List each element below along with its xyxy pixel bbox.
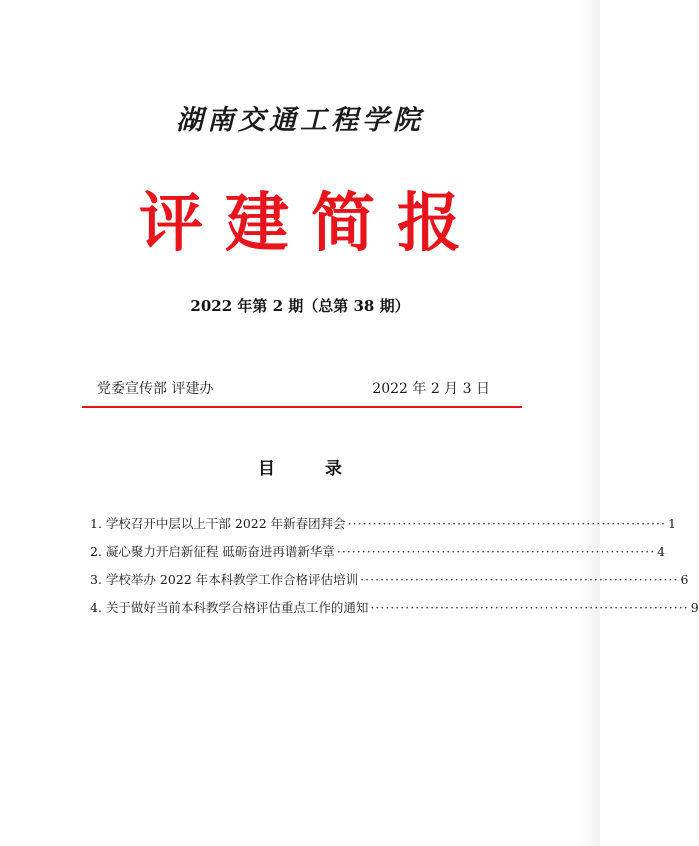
red-divider-rule: [82, 406, 522, 408]
toc-entry[interactable]: [90, 598, 699, 626]
toc-dot-leader: ································································: [360, 572, 679, 587]
toc-entry[interactable]: [90, 570, 689, 598]
toc-entry-title: 3. 学校举办 2022 年本科教学工作合格评估培训: [90, 572, 359, 587]
bulletin-title: 评建简报: [139, 187, 483, 261]
issue-date: 2022 年 2 月 3 日: [372, 381, 490, 397]
table-of-contents: [90, 514, 699, 626]
toc-entry-page: 6: [680, 572, 689, 587]
school-name: 湖南交通工程学院: [176, 105, 424, 136]
issue-number: 2022 年第 2 期（总第 38 期）: [190, 297, 410, 315]
toc-dot-leader: ································································: [347, 516, 666, 531]
toc-entry-page: 1: [667, 516, 676, 531]
toc-entry-title: 4. 关于做好当前本科教学合格评估重点工作的通知: [90, 600, 369, 615]
toc-entry-page: 4: [657, 544, 666, 559]
toc-entry-title: 2. 凝心聚力开启新征程 砥砺奋进再谱新华章: [90, 544, 335, 559]
toc-entry[interactable]: [90, 542, 666, 570]
toc-dot-leader: ································································: [370, 600, 689, 615]
issuing-departments: 党委宣传部 评建办: [97, 381, 214, 397]
toc-entry-title: 1. 学校召开中层以上干部 2022 年新春团拜会: [90, 516, 346, 531]
toc-entry[interactable]: [90, 514, 676, 542]
toc-heading: 目 录: [258, 459, 364, 479]
toc-dot-leader: ································································: [336, 544, 656, 559]
toc-entry-page: 9: [690, 600, 699, 615]
